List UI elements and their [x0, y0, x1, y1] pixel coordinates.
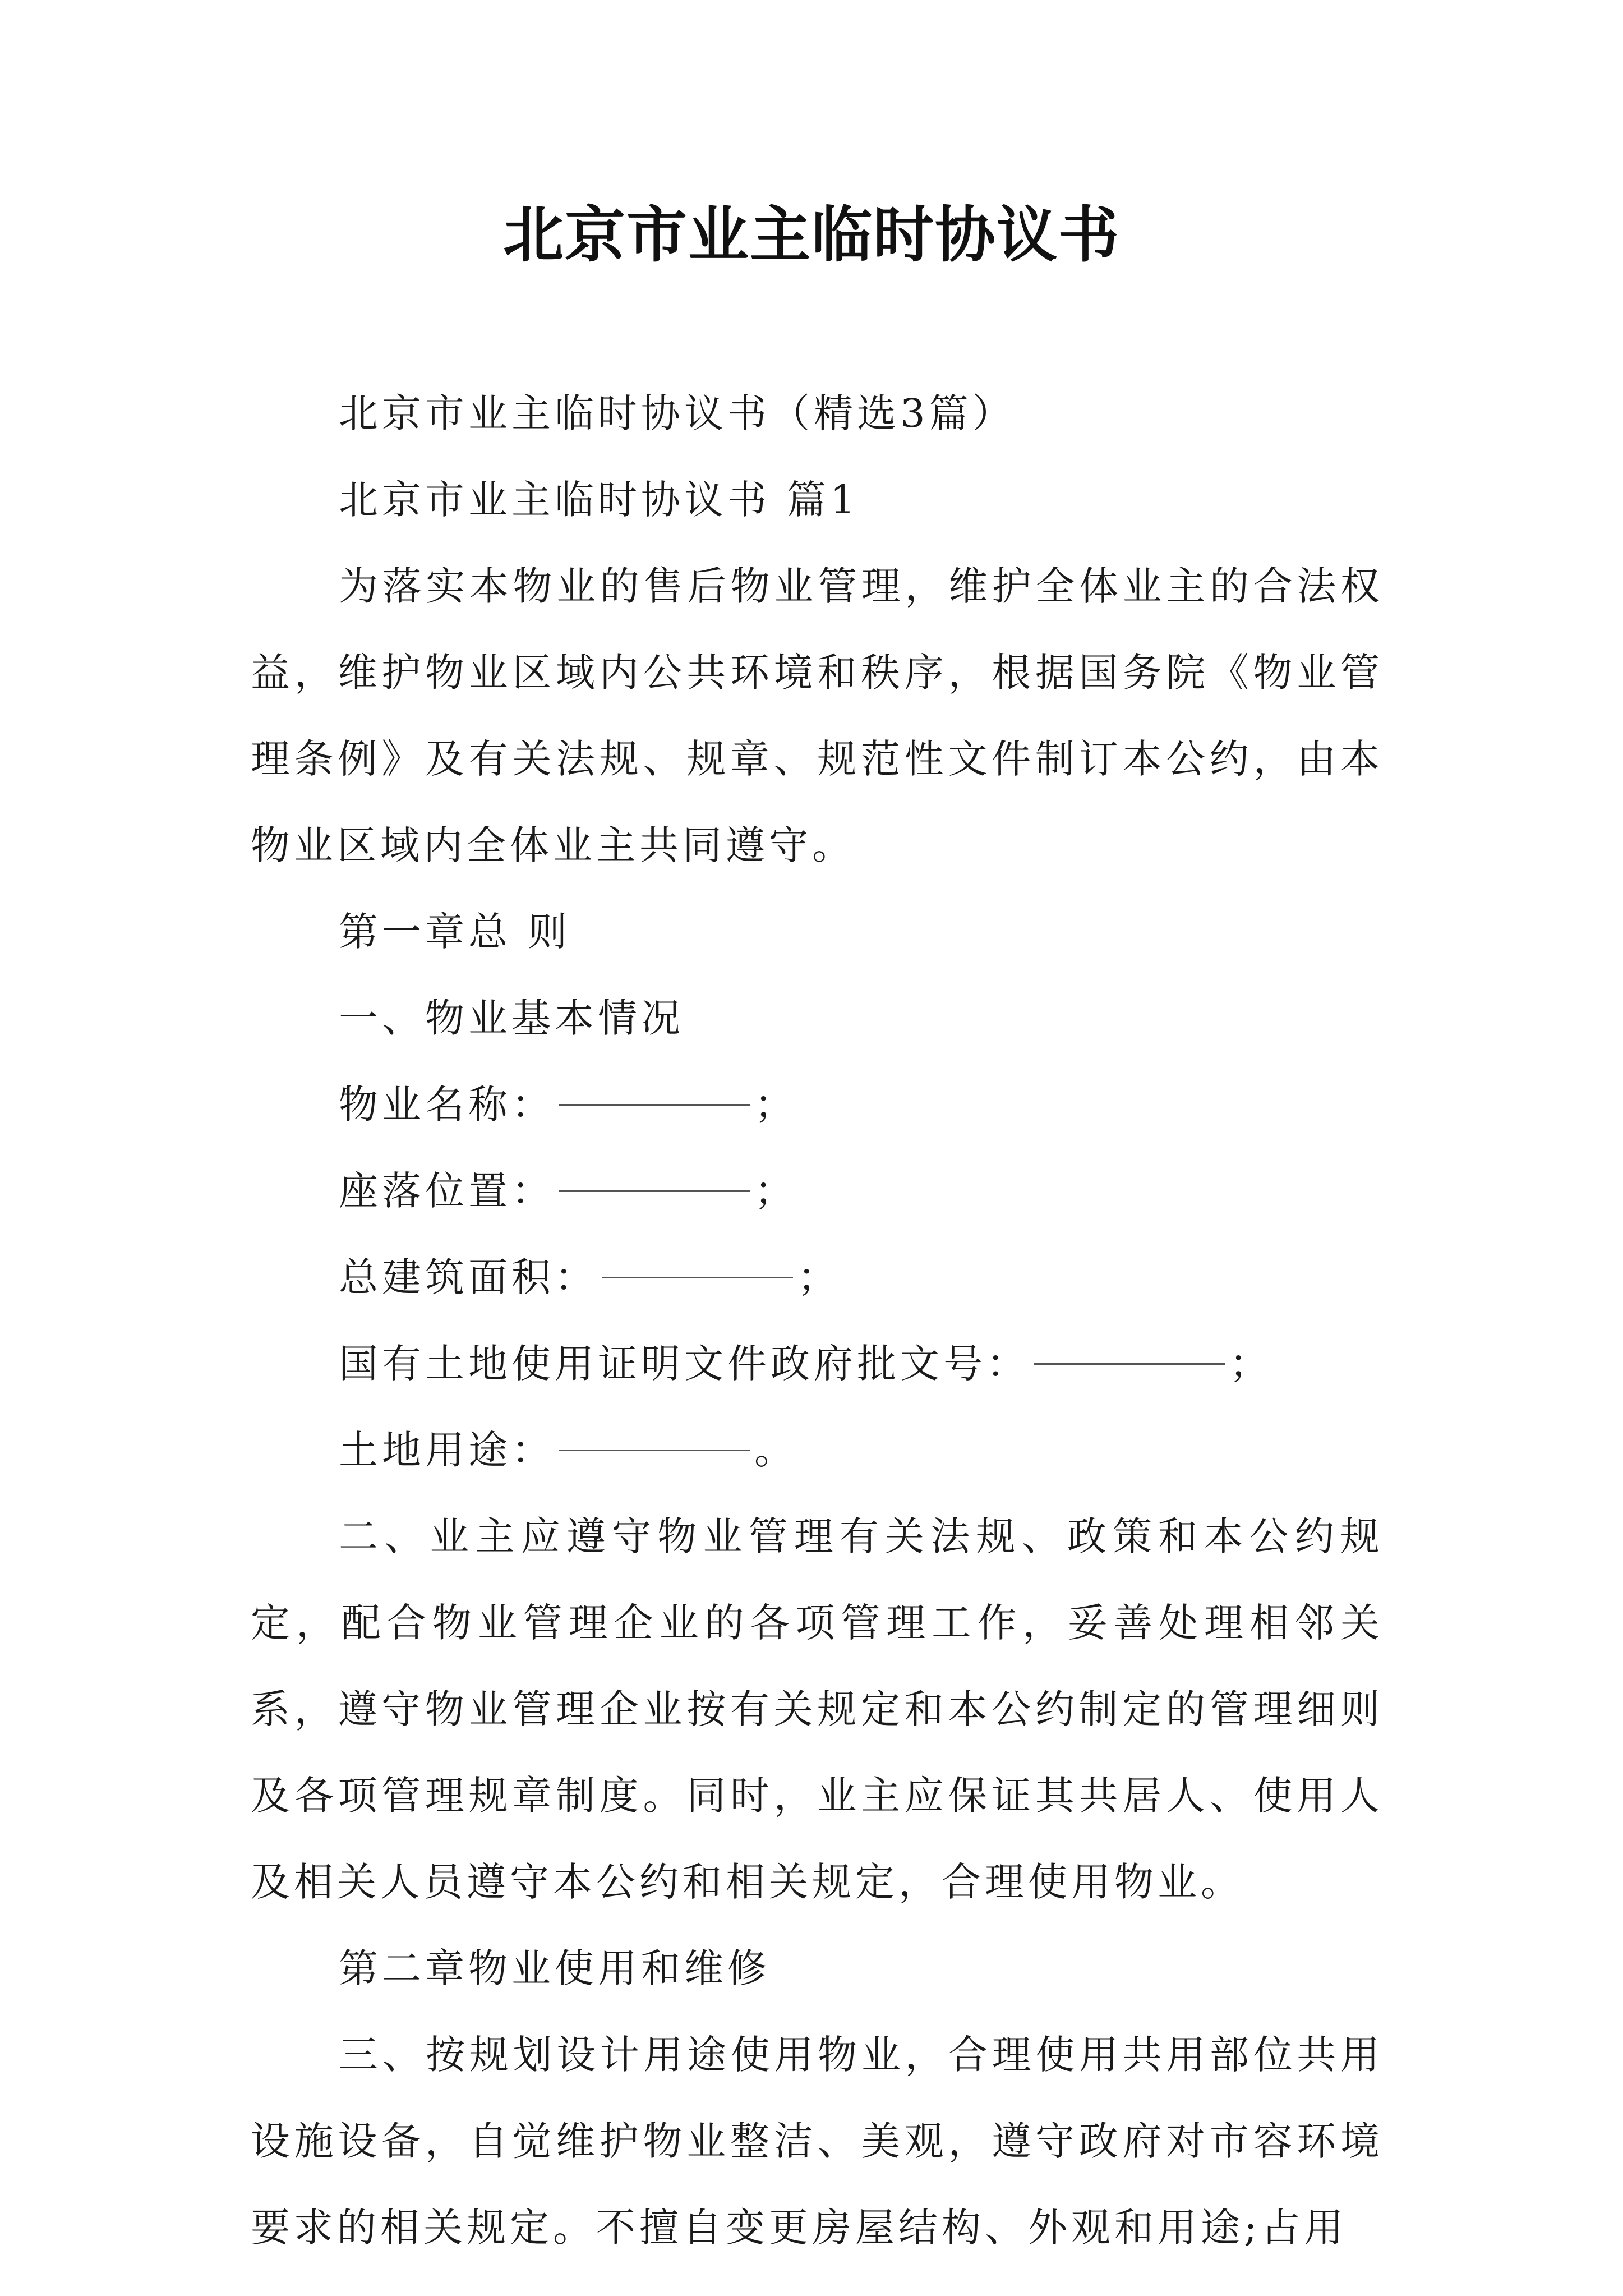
- item2-paragraph: 二、业主应遵守物业管理有关法规、政策和本公约规定，配合物业管理企业的各项管理工作，妥善处理相邻关系，遵守物业管理企业按有关规定和本公约制定的管理细则及各项管理规章制度。同时，业主应保证其共居人、使用人及相关人员遵守本公约和相关规定，合理使用物业。: [251, 1513, 1384, 1905]
- item-heading: 一、物业基本情况: [339, 995, 684, 1041]
- form-field-land-use: [251, 1407, 1384, 1493]
- blank-line: [602, 1276, 793, 1278]
- field-terminator: ；: [797, 1254, 841, 1300]
- field-terminator: 。: [754, 1427, 797, 1473]
- blank-line: [559, 1190, 750, 1192]
- document-title: 北京市业主临时协议书: [502, 200, 1120, 270]
- form-field-property-name: [251, 1061, 1384, 1148]
- section-heading: 北京市业主临时协议书 篇1: [339, 477, 859, 523]
- blank-line: [1034, 1363, 1225, 1365]
- form-field-approval-number: [251, 1320, 1384, 1407]
- field-label: 座落位置：: [339, 1168, 555, 1214]
- chapter-heading: 第一章总 则: [339, 909, 571, 955]
- field-label: 国有土地使用证明文件政府批文号：: [339, 1341, 1030, 1387]
- blank-line: [559, 1449, 750, 1451]
- field-terminator: ；: [754, 1082, 797, 1128]
- blank-line: [559, 1103, 750, 1106]
- item3-paragraph: 三、按规划设计用途使用物业，合理使用共用部位共用设施设备，自觉维护物业整洁、美观，遵守政府对市容环境要求的相关规定。不擅自变更房屋结构、外观和用途;占用: [251, 2032, 1384, 2251]
- intro-paragraph: 为落实本物业的售后物业管理，维护全体业主的合法权益，维护物业区域内公共环境和秩序，根据国务院《物业管理条例》及有关法规、规章、规范性文件制订本公约，由本物业区域内全体业主共同遵守。: [251, 563, 1384, 868]
- document-body: [251, 370, 1384, 2271]
- form-field-location: [251, 1148, 1384, 1234]
- field-label: 土地用途：: [339, 1427, 555, 1473]
- field-label: 总建筑面积：: [339, 1254, 598, 1300]
- document-subtitle: 北京市业主临时协议书（精选3篇）: [339, 390, 1016, 436]
- field-terminator: ；: [754, 1168, 797, 1214]
- chapter-heading: 第二章物业使用和维修: [339, 1945, 771, 1991]
- form-field-total-area: [251, 1234, 1384, 1320]
- field-label: 物业名称：: [339, 1082, 555, 1128]
- field-terminator: ；: [1229, 1341, 1272, 1387]
